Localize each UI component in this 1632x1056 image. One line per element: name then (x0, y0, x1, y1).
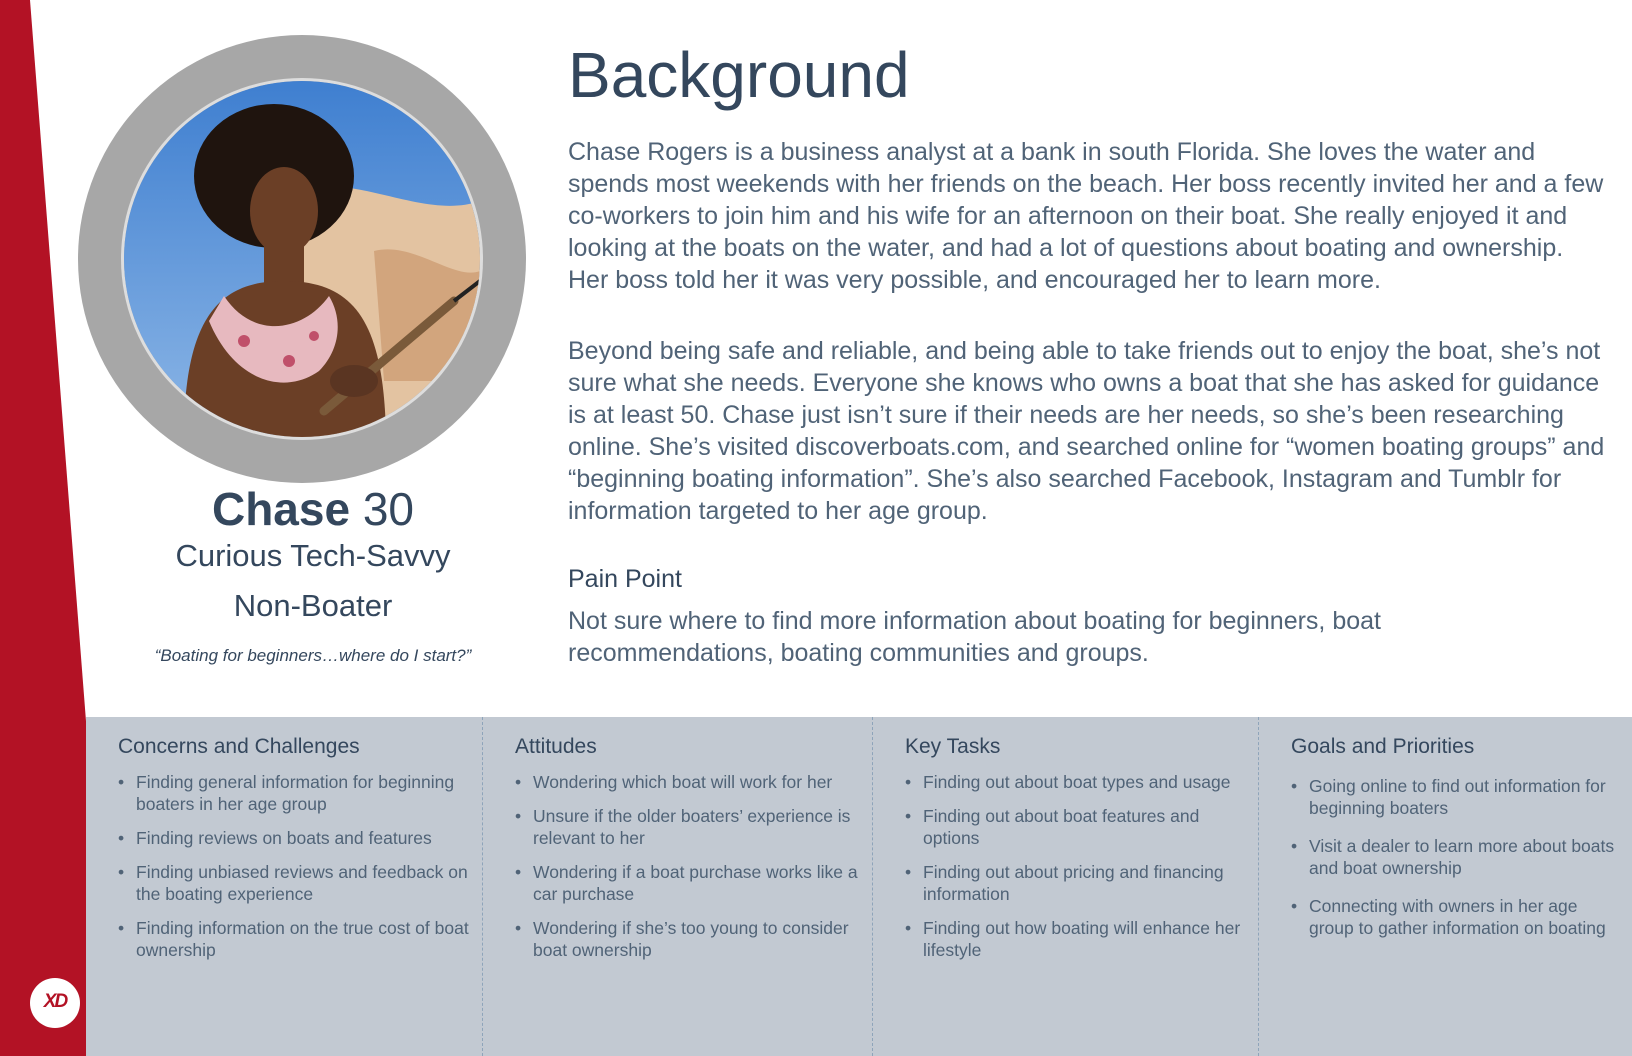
list-item: • Going online to find out information for beginning boaters (1309, 775, 1622, 819)
pain-point-title: Pain Point (568, 565, 682, 593)
list-item: • Visit a dealer to learn more about boats and boat ownership (1309, 835, 1622, 879)
list-item: • Finding out about boat types and usage (923, 771, 1248, 793)
list-item: • Finding unbiased reviews and feedback on the boating experience (136, 861, 472, 905)
list-item: • Finding out about boat features and options (923, 805, 1248, 849)
concerns-list (118, 771, 472, 961)
xd-logo-text: XD (43, 991, 67, 1012)
background-title: Background (568, 39, 910, 111)
goals-title: Goals and Priorities (1291, 735, 1475, 758)
list-item: • Unsure if the older boaters’ experience is relevant to her (533, 805, 862, 849)
xd-logo (30, 978, 80, 1028)
attitudes-list (515, 771, 862, 961)
list-item: • Finding out how boating will enhance her lifestyle (923, 917, 1248, 961)
persona-type-line2: Non-Boater (233, 588, 393, 623)
persona-quote: “Boating for beginners…where do I start?” (154, 646, 472, 665)
persona-name (0, 482, 626, 536)
goals-column (1258, 717, 1632, 1056)
attitudes-column (482, 717, 872, 1056)
list-item: • Finding information on the true cost of boat ownership (136, 917, 472, 961)
persona-first-name: Chase (211, 483, 351, 535)
background-paragraph-2: Beyond being safe and reliable, and being able to take friends out to enjoy the boat, she’s not sure what she needs. Everyone she knows who owns a boat that she has asked for guidance is at least 50. Chase just isn’t sure if their needs are her needs, so she’s been researching online. She’s visited discoverboats.com, and searched online for “women boating groups” and “beginning boating information”. She’s also searched Facebook, Instagram and Tumblr for information targeted to her age group. (568, 337, 1605, 525)
list-item: • Finding out about pricing and financing information (923, 861, 1248, 905)
list-item: • Finding general information for beginning boaters in her age group (136, 771, 472, 815)
key-tasks-title: Key Tasks (905, 735, 1001, 758)
list-item: • Connecting with owners in her age group to gather information on boating (1309, 895, 1622, 939)
details-panel (86, 717, 1632, 1056)
key-tasks-column (872, 717, 1258, 1056)
persona-type-line1: Curious Tech-Savvy (175, 538, 451, 573)
persona-age: 30 (362, 483, 415, 535)
attitudes-title: Attitudes (515, 735, 597, 758)
concerns-title: Concerns and Challenges (118, 735, 360, 758)
key-tasks-list (905, 771, 1248, 961)
background-paragraph-1: Chase Rogers is a business analyst at a bank in south Florida. She loves the water and spends most weekends with her friends on the beach. Her boss recently invited her and a few co-workers to join him and his wife for an afternoon on their boat. She really enjoyed it and looking at the boats on the water, and had a lot of questions about boating and ownership. Her boss told her it was very possible, and encouraged her to learn more. (568, 138, 1604, 294)
list-item: • Wondering if a boat purchase works like a car purchase (533, 861, 862, 905)
list-item: • Finding reviews on boats and features (136, 827, 472, 849)
pain-point-text: Not sure where to find more information about boating for beginners, boat recommendations, boating communities and groups. (568, 607, 1381, 667)
list-item: • Wondering which boat will work for her (533, 771, 862, 793)
list-item: • Wondering if she’s too young to consider boat ownership (533, 917, 862, 961)
avatar-photo (124, 81, 480, 437)
concerns-column (86, 717, 482, 1056)
goals-list (1291, 775, 1622, 939)
